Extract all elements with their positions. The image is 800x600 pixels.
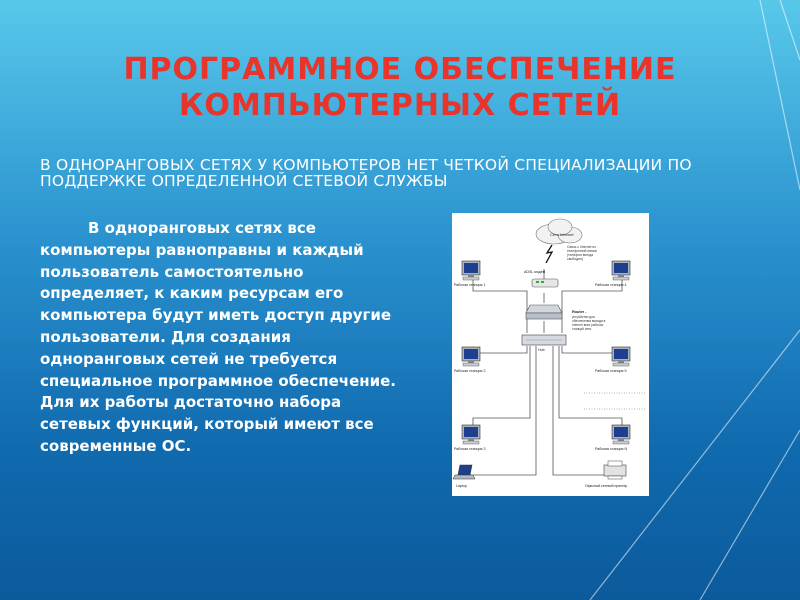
link-note: Связь с Internet по телефонной линии (телефон всегда свободен): [567, 245, 597, 261]
continuation-dots: [584, 393, 646, 409]
workstation-1-icon: [462, 261, 480, 280]
network-diagram: [452, 213, 649, 496]
slide-title: [90, 52, 710, 124]
workstation-2-icon: [462, 347, 480, 366]
ws2-label: Рабочая станция 2: [454, 369, 486, 373]
ws3-label: Рабочая станция 3: [454, 447, 486, 451]
body-paragraph: [40, 218, 400, 458]
printer-icon: [604, 461, 626, 479]
workstation-4-icon: [612, 261, 630, 280]
hub-label: Hub: [538, 348, 545, 352]
router-icon: [526, 305, 562, 319]
ws1-label: Рабочая станция 1: [454, 283, 486, 287]
slide-subtitle: В ОДНОРАНГОВЫХ СЕТЯХ У КОМПЬЮТЕРОВ НЕТ ЧЕТКОЙ СПЕЦИАЛИЗАЦИИ ПО ПОДДЕРЖКЕ ОПРЕДЕЛЕННОЙ СЕТЕВОЙ СЛУЖБЫ: [40, 156, 692, 190]
ws5-label: Рабочая станция 5: [595, 369, 627, 373]
adsl-modem-icon: [532, 279, 558, 287]
router-note: устройство для обеспечения выхода в Internet всех рабочих станций сети: [572, 315, 606, 331]
laptop-label: Laptop: [456, 484, 467, 488]
cloud-label: Сеть Internet: [550, 232, 574, 237]
ws4-label: Рабочая станция 4: [595, 283, 627, 287]
router-title: Router -: [572, 310, 587, 314]
body-text: В одноранговых сетях все компьютеры равноправны и каждый пользователь самостоятельно определяет, к каким ресурсам его компьютера будут иметь доступ другие пользователи. Для создания одноранговых сетей не требуется специальное программное обеспечение. Для их работы достаточно набора сетевых функций, который имеют все современные ОС.: [40, 219, 397, 455]
wsN-label: Рабочая станция N: [595, 447, 628, 451]
lightning-icon: [546, 245, 552, 263]
workstation-3-icon: [462, 425, 480, 444]
adsl-label: ADSL модем: [524, 270, 546, 274]
hub-icon: [522, 335, 566, 345]
slide-title-line2: КОМПЬЮТЕРНЫХ СЕТЕЙ: [178, 88, 622, 123]
laptop-icon: [453, 465, 475, 479]
workstation-5-icon: [612, 347, 630, 366]
printer-label: Офисный сетевой принтер: [585, 484, 628, 488]
workstation-n-icon: [612, 425, 630, 444]
slide-title-line1: ПРОГРАММНОЕ ОБЕСПЕЧЕНИЕ: [123, 52, 677, 87]
